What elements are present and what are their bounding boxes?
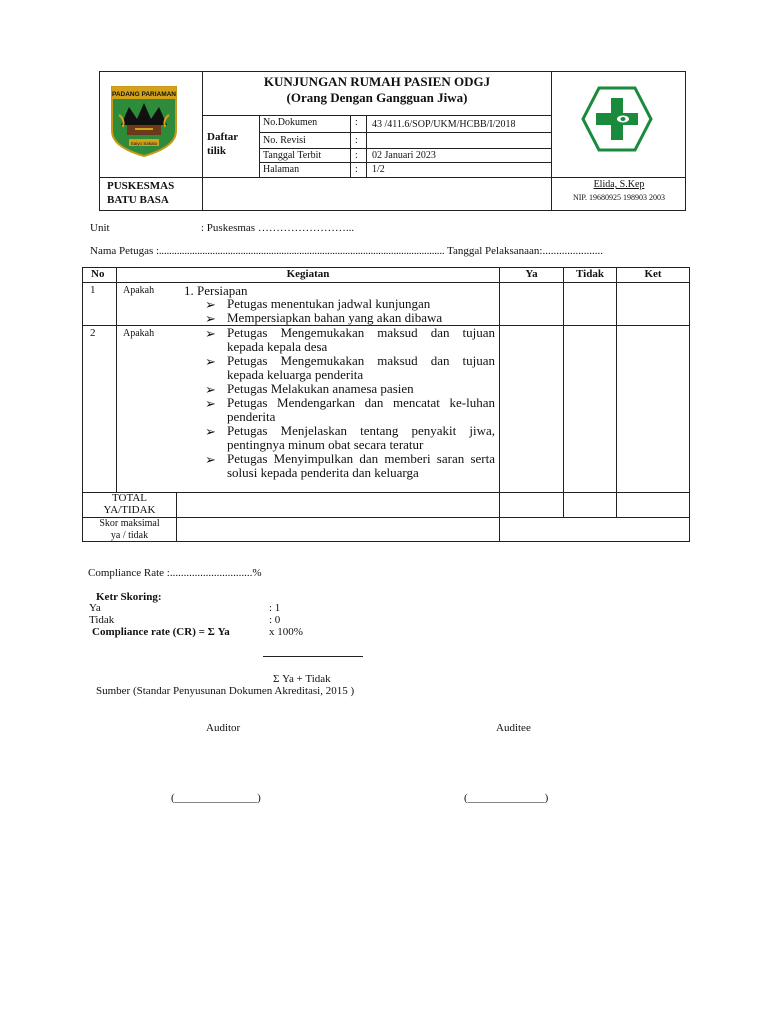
sumber-text: Sumber (Standar Penyusunan Dokumen Akreditasi, 2015 ) (96, 685, 355, 697)
header-divider (203, 115, 551, 116)
auditor-label: Auditor (206, 722, 241, 734)
daftar-tilik-label: Daftar tilik (207, 131, 238, 157)
green-cross-icon (581, 86, 653, 152)
row-1-heading: 1. Persiapan (184, 283, 248, 298)
cr-multiplier: x 100% (269, 626, 303, 638)
skor-label-line-2: ya / tidak (110, 530, 149, 541)
tidak-label: Tidak (89, 614, 115, 626)
table-divider (83, 282, 689, 283)
petugas-line (90, 245, 603, 257)
header-ket: Ket (644, 268, 662, 280)
table-divider (499, 268, 500, 542)
auditor-signature-line: (_______________) (171, 792, 261, 804)
bullet-text: Petugas Melakukan anamesa pasien (227, 381, 414, 396)
crest-top-text: PADANG PARIAMAN (111, 91, 177, 98)
tanggal-label: Tanggal Pelaksanaan (447, 245, 540, 257)
arrow-bullet-icon: ➢ (205, 326, 216, 341)
arrow-bullet-icon: ➢ (205, 382, 216, 397)
title-line-2: (Orang Dengan Gangguan Jiwa) (286, 90, 468, 105)
padang-pariaman-logo (109, 85, 179, 162)
total-label (83, 492, 176, 516)
header-tidak: Tidak (576, 268, 604, 280)
table-divider (116, 282, 117, 492)
puskesmas-line-2: BATU BASA (107, 194, 169, 206)
header-kegiatan: Kegiatan (286, 268, 330, 280)
arrow-bullet-icon: ➢ (205, 297, 216, 312)
header-no: No (91, 268, 105, 280)
arrow-bullet-icon: ➢ (205, 424, 216, 439)
auditee-label: Auditee (496, 722, 531, 734)
header-divider (259, 148, 551, 149)
arrow-bullet-icon: ➢ (205, 354, 216, 369)
puskesmas-logo (581, 86, 653, 157)
revision-label: No. Revisi (263, 135, 306, 146)
arrow-bullet-icon: ➢ (205, 452, 216, 467)
checklist-table (82, 267, 690, 542)
row-2-no: 2 (90, 327, 96, 339)
auditee-signature-line: (______________) (464, 792, 549, 804)
document-title (203, 74, 551, 106)
cr-denominator: Σ Ya + Tidak (273, 673, 331, 685)
skor-label (83, 518, 176, 542)
ya-label: Ya (89, 602, 101, 614)
unit-label: Unit (90, 222, 110, 234)
issue-date-value: 02 Januari 2023 (372, 150, 436, 161)
petugas-dots: :................................................................................................................ (155, 245, 445, 257)
bullet-text: Mempersiapkan bahan yang akan dibawa (227, 310, 443, 325)
total-label-line-2: YA/TIDAK (103, 504, 156, 516)
cr-label: Compliance rate (CR) = Σ Ya (92, 626, 230, 638)
issue-date-label: Tanggal Terbit (263, 150, 322, 161)
page-sep: : (355, 164, 358, 175)
header-divider (100, 177, 203, 178)
bullet-text: Petugas Menjelaskan tentang penyakit jiwa, pentingnya minum obat secara teratur (227, 423, 495, 452)
header-divider (203, 177, 551, 178)
tanggal-dots: :...................... (539, 245, 603, 257)
crest-icon (109, 85, 179, 157)
total-label-line-1: TOTAL (112, 492, 147, 504)
bullet-text: Petugas Mengemukakan maksud dan tujuan kepada keluarga penderita (227, 353, 495, 382)
row-2-apakah: Apakah (123, 328, 155, 339)
table-divider (176, 492, 177, 542)
header-divider (551, 72, 552, 211)
bullet-text: Petugas Mengemukakan maksud dan tujuan kepada kepala desa (227, 325, 495, 354)
bullet-text: Petugas Mendengarkan dan mencatat ke-luhan penderita (227, 395, 495, 424)
page-value: 1/2 (372, 164, 385, 175)
skor-label-line-1: Skor maksimal (99, 518, 160, 529)
bullet-text: Petugas menentukan jadwal kunjungan (227, 296, 431, 311)
ketr-skoring-title: Ketr Skoring: (96, 591, 162, 603)
doc-number-sep: : (355, 117, 358, 128)
doc-number-value: 43 /411.6/SOP/UKM/HCBB/I/2018 (372, 119, 516, 130)
row-1-apakah: Apakah (123, 285, 155, 296)
header-divider (366, 115, 367, 178)
arrow-bullet-icon: ➢ (205, 311, 216, 326)
table-divider (616, 268, 617, 517)
doc-number-label: No.Dokumen (263, 117, 318, 128)
header-divider (552, 177, 686, 178)
issue-date-sep: : (355, 150, 358, 161)
document-header (99, 71, 686, 211)
tidak-value: : 0 (269, 614, 281, 626)
puskesmas-line-1: PUSKESMAS (107, 180, 175, 192)
puskesmas-name (107, 179, 174, 207)
table-divider (563, 268, 564, 517)
header-ya: Ya (525, 268, 538, 280)
petugas-label: Nama Petugas (90, 245, 154, 257)
arrow-bullet-icon: ➢ (205, 396, 216, 411)
fraction-line (263, 656, 363, 657)
revision-sep: : (355, 135, 358, 146)
header-divider (259, 115, 260, 178)
ya-value: : 1 (269, 602, 281, 614)
header-divider (259, 132, 551, 133)
title-line-1: KUNJUNGAN RUMAH PASIEN ODGJ (263, 74, 491, 89)
page-label: Halaman (263, 164, 300, 175)
header-divider (259, 162, 551, 163)
header-divider (350, 115, 351, 178)
row-1-no: 1 (90, 284, 96, 296)
bullet-text: Petugas Menyimpulkan dan memberi saran serta solusi kepada penderita dan keluarga (227, 451, 495, 480)
compliance-rate-line: Compliance Rate :..............................% (88, 567, 262, 579)
crest-bottom-text: Saiyo Sakato (130, 141, 158, 146)
unit-value: : Puskesmas ……………………... (201, 222, 355, 234)
signer-name: Elida, S.Kep (593, 179, 645, 190)
signer-nip: NIP. 19680925 198903 2003 (572, 193, 665, 202)
